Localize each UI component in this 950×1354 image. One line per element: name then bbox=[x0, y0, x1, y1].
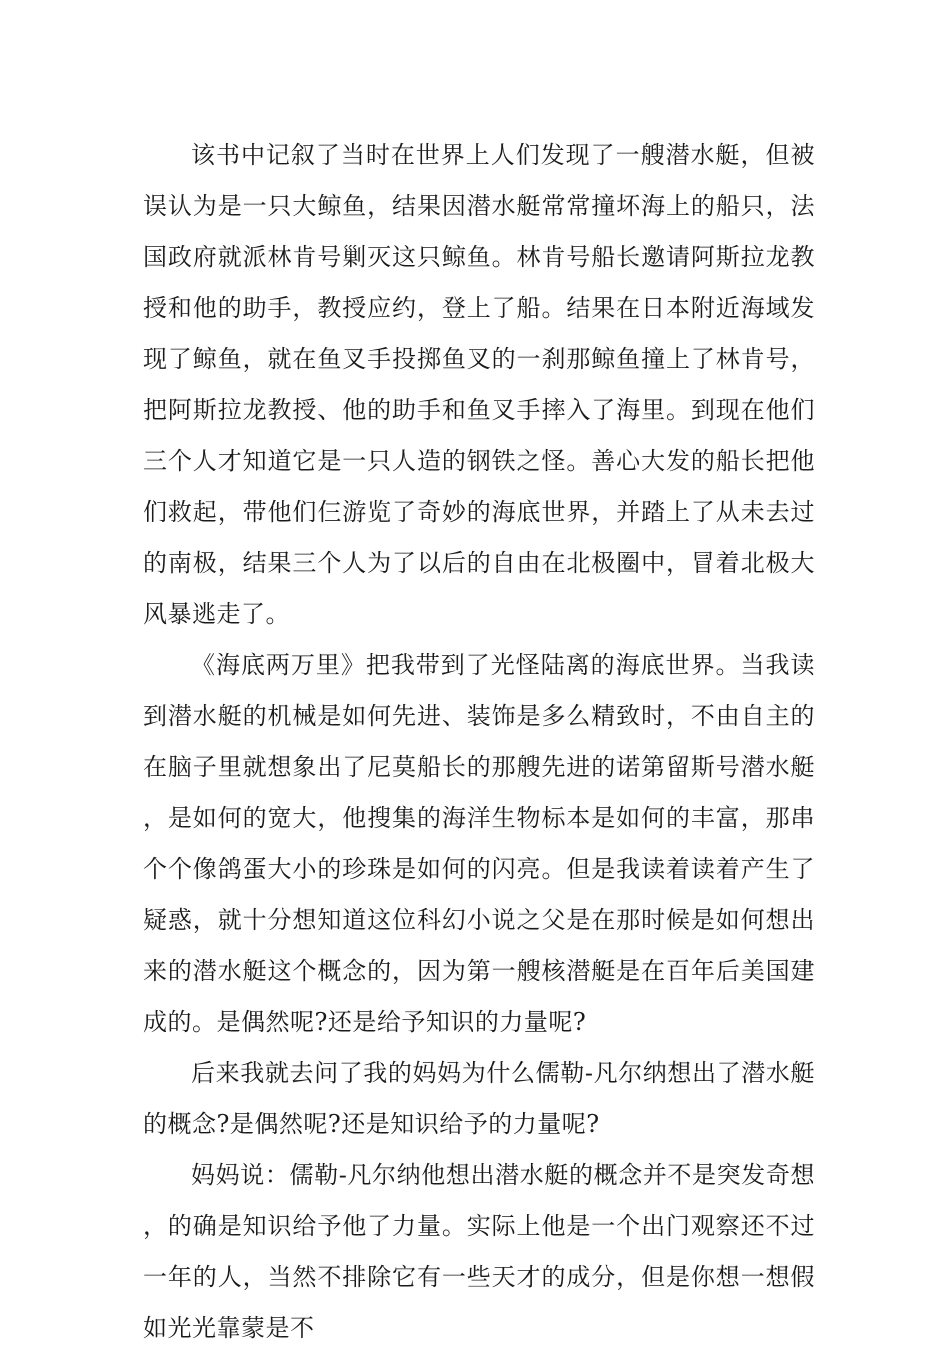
paragraph-mother-answer: 妈妈说：儒勒-凡尔纳他想出潜水艇的概念并不是突发奇想，的确是知识给予他了力量。实际上他是一个出门观察还不过一年的人，当然不排除它有一些天才的成分，但是你想一想假如光光靠蒙是不 bbox=[143, 1161, 815, 1342]
document-body bbox=[143, 130, 815, 1354]
paragraph-question-to-mother: 后来我就去问了我的妈妈为什么儒勒-凡尔纳想出了潜水艇的概念?是偶然呢?还是知识给予的力量呢? bbox=[143, 1059, 815, 1138]
paragraph-reading-impression: 《海底两万里》把我带到了光怪陆离的海底世界。当我读到潜水艇的机械是如何先进、装饰是多么精致时，不由自主的在脑子里就想象出了尼莫船长的那艘先进的诺第留斯号潜水艇，是如何的宽大，他搜集的海洋生物标本是如何的丰富，那串个个像鸽蛋大小的珍珠是如何的闪亮。但是我读着读着产生了疑惑，就十分想知道这位科幻小说之父是在那时候是如何想出来的潜水艇这个概念的，因为第一艘核潜艇是在百年后美国建成的。是偶然呢?还是给予知识的力量呢? bbox=[143, 651, 815, 1036]
paragraph-plot-summary: 该书中记叙了当时在世界上人们发现了一艘潜水艇，但被误认为是一只大鲸鱼，结果因潜水艇常常撞坏海上的船只，法国政府就派林肯号剿灭这只鲸鱼。林肯号船长邀请阿斯拉龙教授和他的助手，教授应约，登上了船。结果在日本附近海域发现了鲸鱼，就在鱼叉手投掷鱼叉的一刹那鲸鱼撞上了林肯号，把阿斯拉龙教授、他的助手和鱼叉手摔入了海里。到现在他们三个人才知道它是一只人造的钢铁之怪。善心大发的船长把他们救起，带他们仨游览了奇妙的海底世界，并踏上了从未去过的南极，结果三个人为了以后的自由在北极圈中，冒着北极大风暴逃走了。 bbox=[143, 141, 815, 628]
